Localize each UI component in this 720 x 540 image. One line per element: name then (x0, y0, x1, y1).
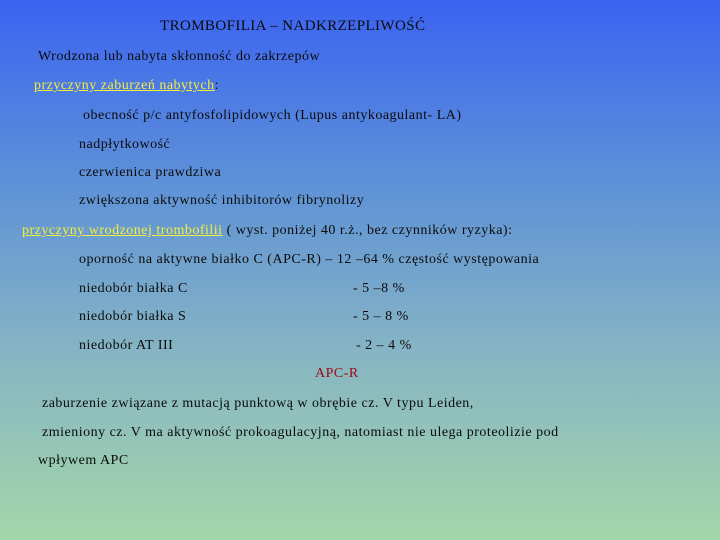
congenital-causes-link: przyczyny wrodzonej trombofilii (22, 223, 223, 238)
acquired-item: nadpłytkowość (79, 137, 171, 152)
congenital-causes-heading (22, 223, 512, 239)
deficiency-label: niedobór AT III (79, 338, 174, 353)
deficiency-value: - 2 – 4 % (356, 338, 412, 353)
apcr-heading: APC-R (315, 366, 359, 381)
deficiency-value: - 5 –8 % (353, 281, 405, 296)
slide-title: TROMBOFILIA – NADKRZEPLIWOŚĆ (160, 18, 426, 34)
congenital-causes-note: ( wyst. poniżej 40 r.ż., bez czynników ryzyka): (222, 223, 513, 238)
acquired-causes-heading (34, 78, 219, 94)
deficiency-value: - 5 – 8 % (353, 309, 409, 324)
acquired-causes-colon: : (214, 78, 220, 93)
deficiency-label: niedobór białka C (79, 281, 188, 296)
deficiency-label: niedobór białka S (79, 309, 187, 324)
acquired-causes-link: przyczyny zaburzeń nabytych (34, 78, 215, 93)
apc-resistance-line: oporność na aktywne białko C (APC-R) – 12 –64 % częstość występowania (79, 252, 540, 267)
acquired-item: zwiększona aktywność inhibitorów fibrynolizy (79, 193, 365, 208)
apcr-line: zaburzenie związane z mutacją punktową w obrębie cz. V typu Leiden, (42, 396, 474, 411)
acquired-item: czerwienica prawdziwa (79, 165, 222, 180)
acquired-item: obecność p/c antyfosfolipidowych (Lupus antykoagulant- LA) (83, 108, 462, 123)
apcr-line: zmieniony cz. V ma aktywność prokoagulacyjną, natomiast nie ulega proteolizie pod (42, 425, 559, 440)
apcr-line: wpływem APC (38, 453, 129, 468)
definition-text: Wrodzona lub nabyta skłonność do zakrzepów (38, 49, 321, 64)
